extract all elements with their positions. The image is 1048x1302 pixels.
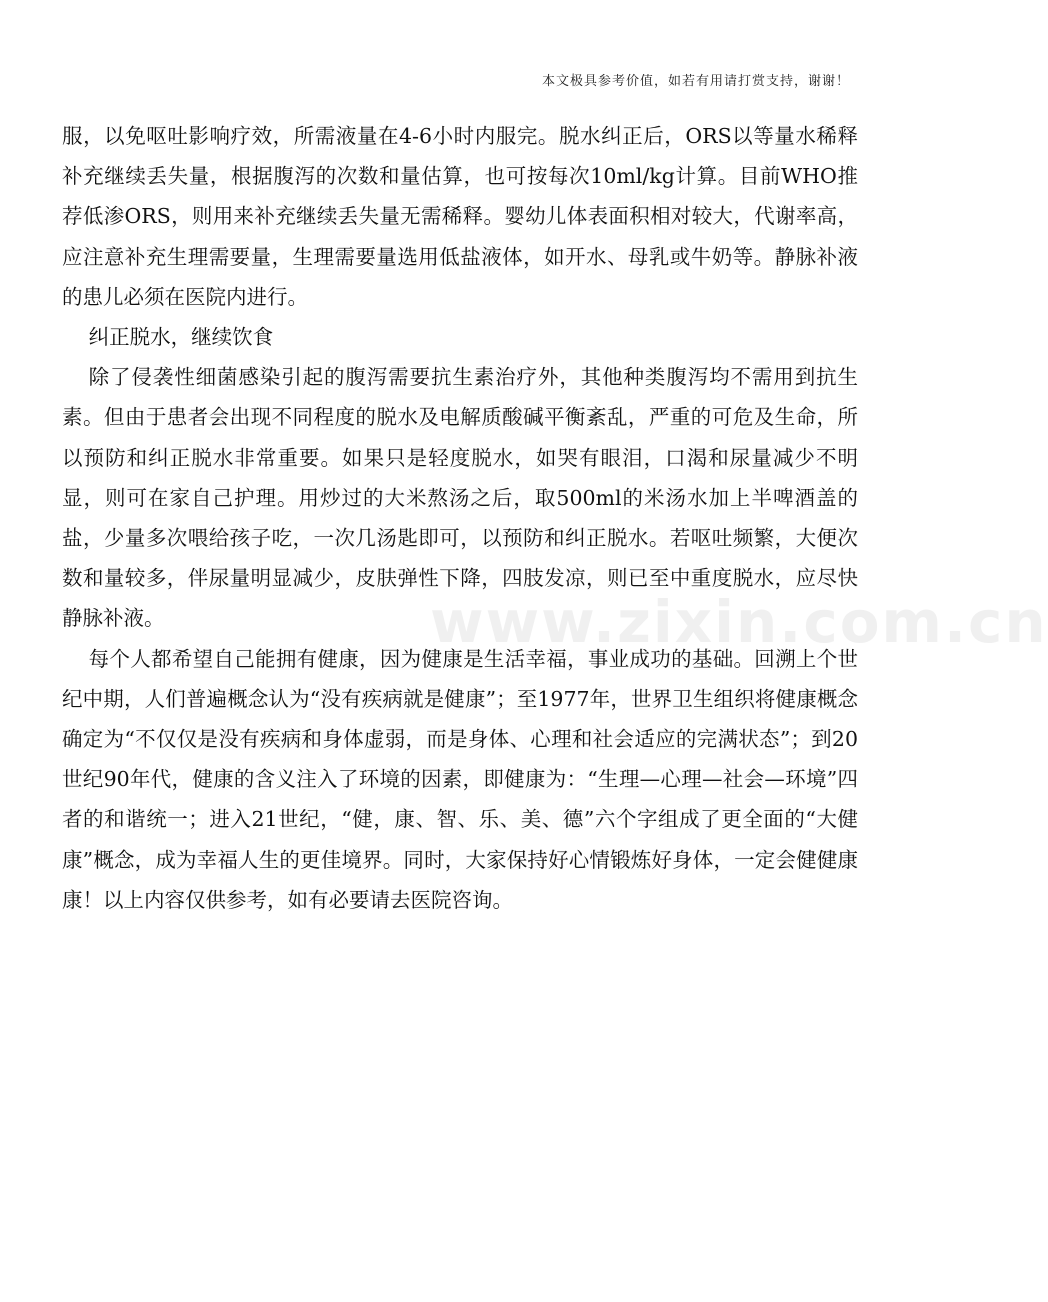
document-body <box>62 116 858 920</box>
header-note: 本文极具参考价值，如若有用请打赏支持，谢谢！ <box>541 74 850 89</box>
paragraph-health-concept: 每个人都希望自己能拥有健康，因为健康是生活幸福，事业成功的基础。回溯上个世纪中期，人们普遍概念认为“没有疾病就是健康”；至1977年，世界卫生组织将健康概念确定为“不仅仅是没有疾病和身体虚弱，而是身体、心理和社会适应的完满状态”；到20世纪90年代，健康的含义注入了环境的因素，即健康为：“生理—心理—社会—环境”四者的和谐统一；进入21世纪，“健，康、智、乐、美、德”六个字组成了更全面的“大健康”概念，成为幸福人生的更佳境界。同时，大家保持好心情锻炼好身体，一定会健健康康！以上内容仅供参考，如有必要请去医院咨询。 <box>62 646 858 912</box>
watermark-text: www.zixin.com.cn <box>430 588 1048 656</box>
paragraph-ors-rehydration: 服，以免呕吐影响疗效，所需液量在4-6小时内服完。脱水纠正后，ORS以等量水稀释补充继续丢失量，根据腹泻的次数和量估算，也可按每次10ml/kg计算。目前WHO推荐低渗ORS，则用来补充继续丢失量无需稀释。婴幼儿体表面积相对较大，代谢率高，应注意补充生理需要量，生理需要量选用低盐液体，如开水、母乳或牛奶等。静脉补液的患儿必须在医院内进行。 <box>62 124 858 309</box>
paragraph-antibiotics-dehydration: 除了侵袭性细菌感染引起的腹泻需要抗生素治疗外，其他种类腹泻均不需用到抗生素。但由于患者会出现不同程度的脱水及电解质酸碱平衡紊乱，严重的可危及生命，所以预防和纠正脱水非常重要。如果只是轻度脱水，如哭有眼泪，口渴和尿量减少不明显，则可在家自己护理。用炒过的大米熬汤之后，取500ml的米汤水加上半啤酒盖的盐，少量多次喂给孩子吃，一次几汤匙即可，以预防和纠正脱水。若呕吐频繁，大便次数和量较多，伴尿量明显减少，皮肤弹性下降，四肢发凉，则已至中重度脱水，应尽快静脉补液。 <box>62 365 858 631</box>
section-heading: 纠正脱水，继续饮食 <box>88 325 274 350</box>
